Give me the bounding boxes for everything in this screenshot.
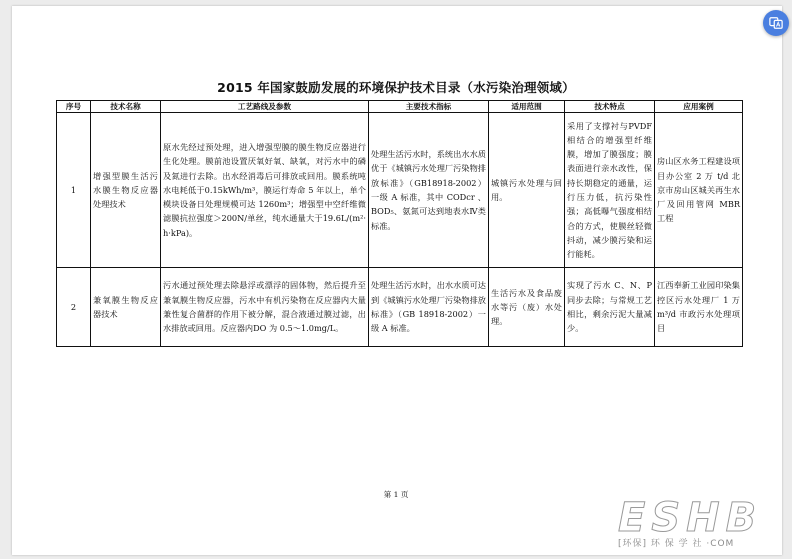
- cell-cases: 江西奉新工业园印染集控区污水处理厂 1 万 m³/d 市政污水处理项目: [655, 268, 743, 347]
- header-features: 技术特点: [565, 101, 655, 113]
- cell-features: 实现了污水 C、N、P同步去除；与常规工艺相比，剩余污泥大量减少。: [565, 268, 655, 347]
- header-indicators: 主要技术指标: [369, 101, 489, 113]
- cell-no: 2: [57, 268, 91, 347]
- header-scope: 适用范围: [489, 101, 565, 113]
- header-name: 技术名称: [91, 101, 161, 113]
- header-process: 工艺路线及参数: [161, 101, 369, 113]
- page-number: 第 1 页: [383, 490, 409, 499]
- cell-cases: 房山区水务工程建设项目办公室 2 万 t/d 北京市房山区城关再生水厂及回用管网 MBR 工程: [655, 113, 743, 268]
- cell-scope: 生活污水及食品废水等污（废）水处理。: [489, 268, 565, 347]
- cell-indicators: 处理生活污水时，系统出水水质优于《城镇污水处理厂污染物排放标准》（GB18918-2002）一级 A 标准，其中 CODcr 、BOD₅、氨氮可达到地表水Ⅳ类标准。: [369, 113, 489, 268]
- table-row: [57, 268, 743, 347]
- document-title: 2015 年国家鼓励发展的环境保护技术目录（水污染治理领域）: [217, 80, 575, 95]
- header-cases: 应用案例: [655, 101, 743, 113]
- cell-scope: 城镇污水处理与回用。: [489, 113, 565, 268]
- watermark-subtitle: [环保] 环 保 学 社 ·COM: [618, 539, 735, 549]
- cell-process: 污水通过预处理去除悬浮或漂浮的固体物，然后提升至兼氧膜生物反应器，污水中有机污染物在反应器内大量兼性复合菌群的作用下被分解，混合液通过膜过滤，出水排放或回用。反应器内DO 为 0.5～1.0mg/L。: [161, 268, 369, 347]
- cell-indicators: 处理生活污水时，出水水质可达到《城镇污水处理厂污染物排放标准》（GB 18918-2002）一级 A 标准。: [369, 268, 489, 347]
- translate-icon: [769, 16, 783, 30]
- cell-name: 增强型膜生活污水膜生物反应器处理技术: [91, 113, 161, 268]
- site-watermark: [618, 495, 788, 558]
- table-header-row: [57, 101, 743, 113]
- header-no: 序号: [57, 101, 91, 113]
- cell-process: 原水先经过预处理，进入增强型膜的膜生物反应器进行生化处理。膜前池设置厌氧好氧、缺氧，对污水中的磷及氮进行去除。出水经消毒后可排放或回用。膜系统吨水电耗低于0.15kWh/m³，膜运行寿命 5 年以上，单个模块设备日处理规模可达 1260m³；增强型中空纤维微滤膜抗拉强度＞200N/单丝，纯水通量大于19.6L/(m²·h·kPa)。: [161, 113, 369, 268]
- cell-no: 1: [57, 113, 91, 268]
- cell-name: 兼氧膜生物反应器技术: [91, 268, 161, 347]
- table-row: [57, 113, 743, 268]
- watermark-logo: ESHB: [618, 495, 763, 541]
- translate-button[interactable]: [763, 10, 789, 36]
- technology-table: [56, 100, 743, 347]
- cell-features: 采用了支撑衬与PVDF 相结合的增强型纤维膜，增加了膜强度；膜表面进行亲水改性，保持长期稳定的通量，运行压力低，抗污染性强；高低曝气强度相结合的方式，使膜丝轻微抖动，减少膜污染和运行能耗。: [565, 113, 655, 268]
